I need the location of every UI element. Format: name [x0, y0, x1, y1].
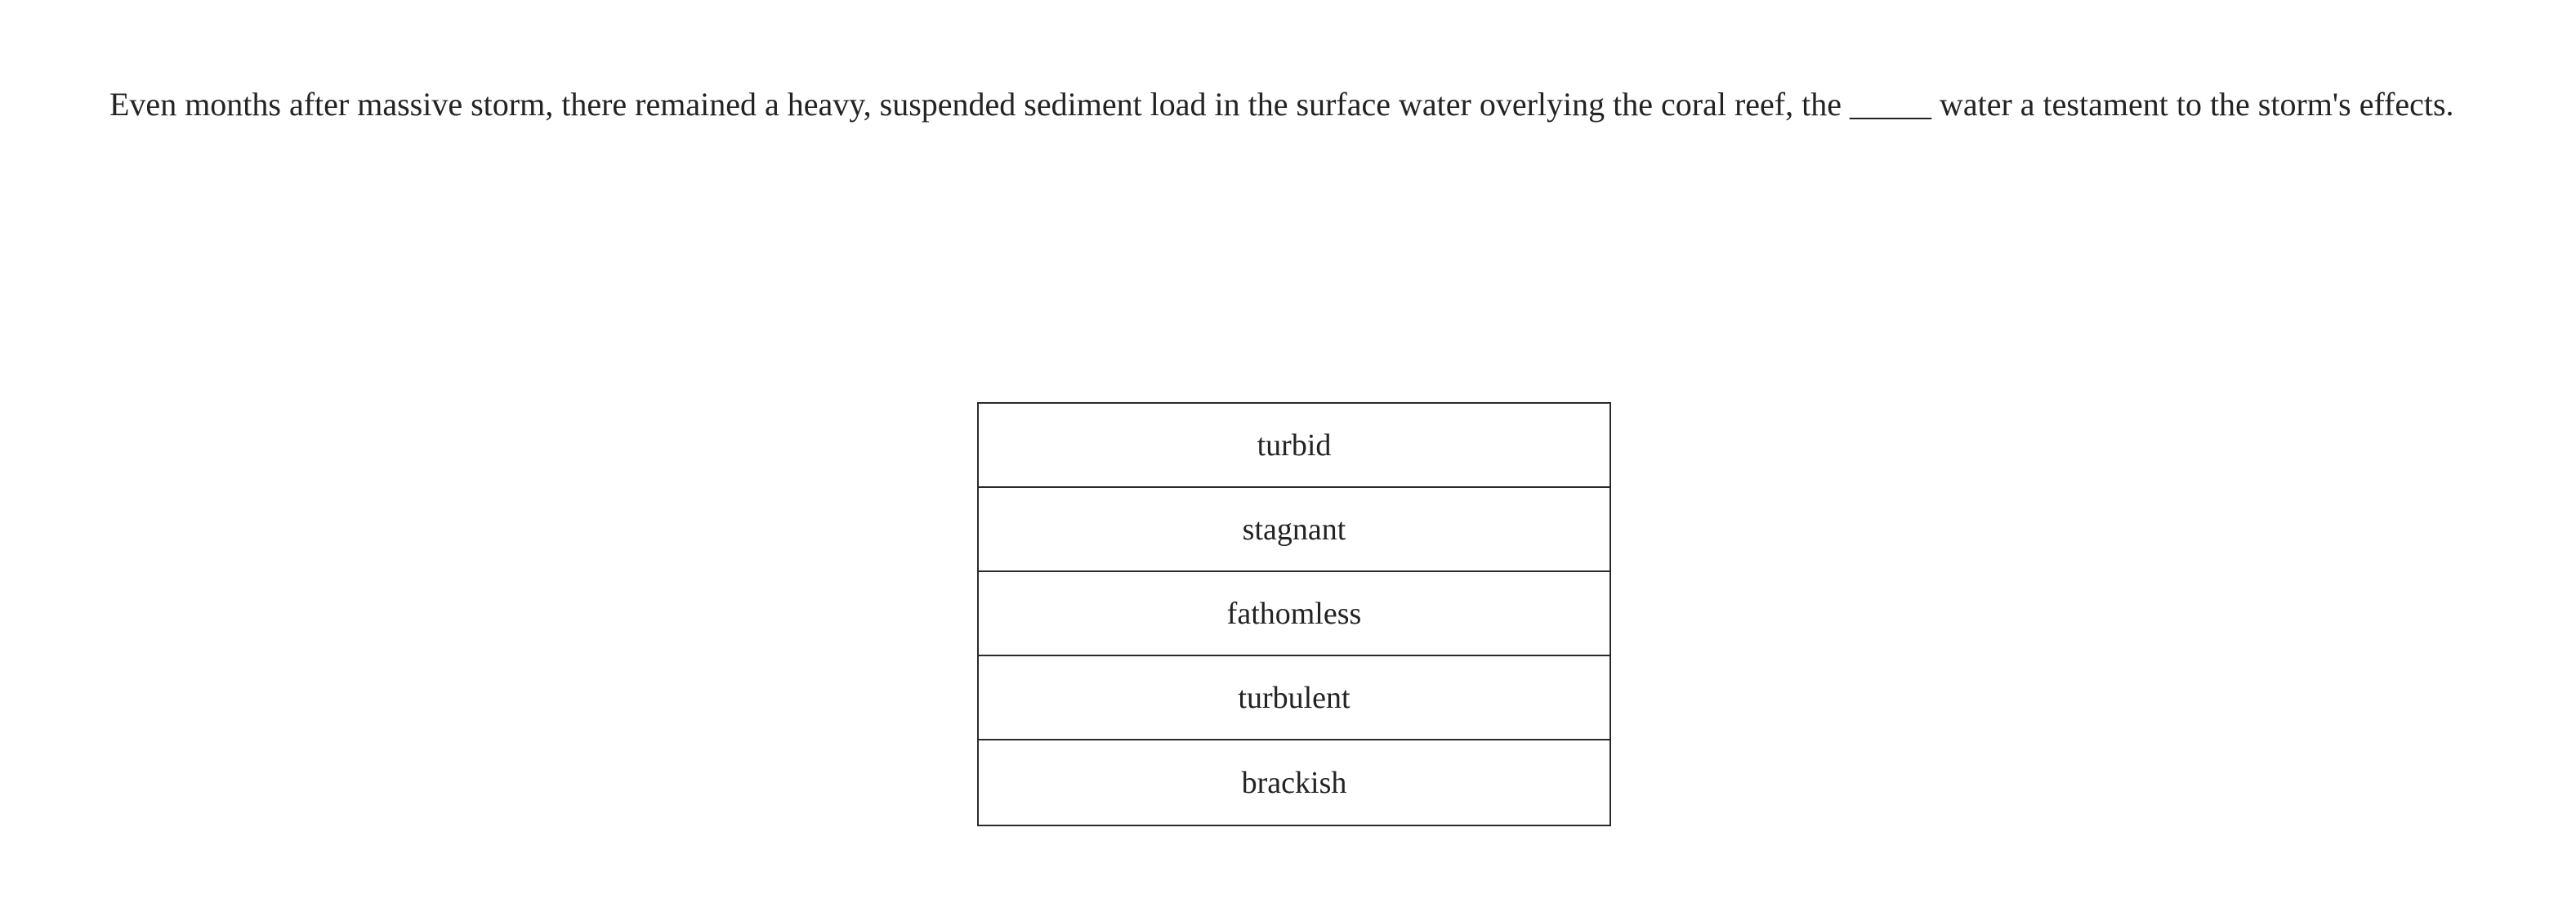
answer-option-label: turbid	[1257, 427, 1332, 463]
question-text: Even months after massive storm, there remained a heavy, suspended sediment load in the surface water overlying the coral reef, the _____ water a testament to the storm's effects.	[109, 86, 2454, 123]
answer-option-label: brackish	[1241, 765, 1347, 800]
answer-option-1[interactable]	[979, 404, 1609, 488]
answer-option-2[interactable]	[979, 488, 1609, 572]
answer-options-list	[977, 402, 1611, 826]
answer-option-label: fathomless	[1226, 596, 1362, 631]
answer-option-label: turbulent	[1238, 680, 1351, 715]
answer-option-3[interactable]	[979, 572, 1609, 656]
answer-option-5[interactable]	[979, 740, 1609, 825]
answer-option-4[interactable]	[979, 656, 1609, 740]
question-block	[109, 78, 2454, 131]
answer-option-label: stagnant	[1242, 512, 1346, 547]
